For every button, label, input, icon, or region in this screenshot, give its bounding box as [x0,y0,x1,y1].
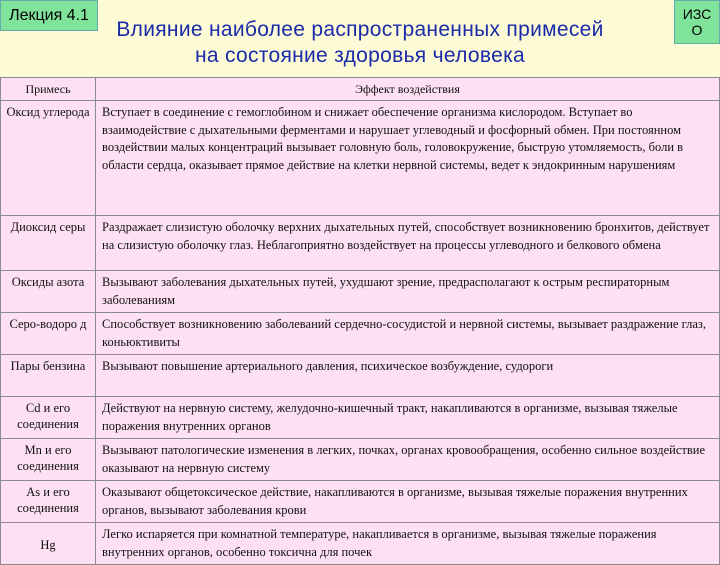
effect-cell: Оказывают общетоксическое действие, накапливаются в организме, вызывая тяжелые поражения внутренних органов, вызывают заболевания крови [96,481,720,523]
substance-cell: Mn и его соединения [1,439,96,481]
table-row [1,523,720,565]
corner-badge [674,0,720,44]
effect-cell: Действуют на нервную систему, желудочно-кишечный тракт, накапливаются в организме, вызывая тяжелые поражения внутренних органов [96,397,720,439]
effect-cell: Вызывают повышение артериального давления, психическое возбуждение, судороги [96,355,720,397]
table-row [1,216,720,271]
substance-cell: Оксид углерода [1,101,96,216]
table-row [1,271,720,313]
table-row [1,481,720,523]
substance-cell: Пары бензина [1,355,96,397]
substance-cell: As и его соединения [1,481,96,523]
table-row [1,397,720,439]
effect-cell: Вызывают патологические изменения в легких, почках, органах кровообращения, особенно сильное воздействие оказывают на нервную систему [96,439,720,481]
impurities-table [0,77,720,565]
header-substance: Примесь [1,78,96,101]
substance-cell: Cd и его соединения [1,397,96,439]
effect-cell: Легко испаряется при комнатной температуре, накапливается в организме, вызывая тяжелые поражения внутренних органов, особенно токсична для почек [96,523,720,565]
effect-cell: Способствует возникновению заболеваний сердечно-сосудистой и нервной системы, вызывает раздражение глаз, коньюктивиты [96,313,720,355]
table-row [1,101,720,216]
corner-badge-line1: ИЗС [682,6,712,22]
slide-title-line1: Влияние наиболее распространенных примесей [116,18,604,41]
lecture-badge: Лекция 4.1 [0,0,98,31]
substance-cell: Серо-водоро д [1,313,96,355]
table-row [1,439,720,481]
table-row [1,355,720,397]
corner-badge-line2: О [691,22,703,38]
slide-title-line2: на состояние здоровья человека [194,44,526,67]
substance-cell: Hg [1,523,96,565]
table-header-row [1,78,720,101]
effect-cell: Раздражает слизистую оболочку верхних дыхательных путей, способствует возникновению бронхитов, действует на слизистую оболочку глаз. Неблагоприятно воздействует на процессы углеводного и белкового обмена [96,216,720,271]
slide-title [80,17,640,69]
effect-cell: Вступает в соединение с гемоглобином и снижает обеспечение организма кислородом. Вступает во взаимодействие с дыхательными ферментами и нарушает углеводный и фосфорный обмен. При постоянном воздействии малых концентраций вызывает головную боль, головокружение, быструю утомляемость, боли в области сердца, оказывает прямое действие на клетки нервной системы, ведет к эндокринным нарушениям [96,101,720,216]
substance-cell: Оксиды азота [1,271,96,313]
header-effect: Эффект воздействия [96,78,720,101]
effect-cell: Вызывают заболевания дыхательных путей, ухудшают зрение, предрасполагают к острым респираторным заболеваниям [96,271,720,313]
substance-cell: Диоксид серы [1,216,96,271]
table-row [1,313,720,355]
